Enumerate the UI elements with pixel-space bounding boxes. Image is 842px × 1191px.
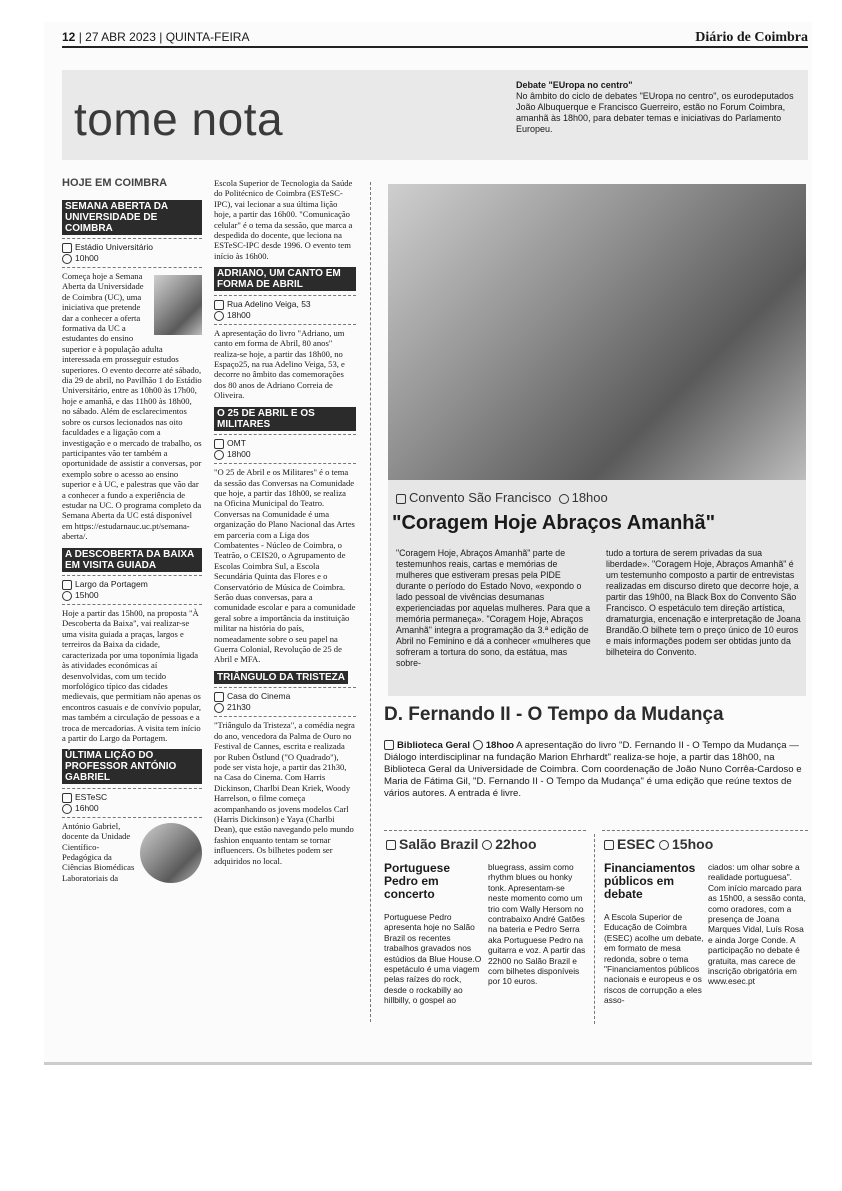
- clock-icon: [214, 311, 224, 321]
- brazil-title: Portuguese Pedro em concerto: [384, 861, 451, 901]
- feature-meta: Convento São Francisco 18hoo: [396, 490, 608, 505]
- location-icon: [214, 692, 224, 702]
- esec-meta: ESEC 15hoo: [604, 836, 713, 852]
- location-icon: [384, 740, 394, 750]
- column-divider: [594, 834, 595, 1024]
- clock-icon: [473, 740, 483, 750]
- item-meta: ESTeSC 16h00: [62, 792, 202, 814]
- item-title: O 25 DE ABRIL E OS MILITARES: [214, 407, 356, 431]
- item-meta: Estádio Universitário 10h00: [62, 242, 202, 264]
- item-body: Começa hoje a Semana Aberta da Universidade de Coimbra (UC), uma iniciativa que pretende dar a conhecer a oferta formativa da UC a estudantes do ensino superior e à população adulta interessada em prosseguir estudos superiores. O evento decorre até sábado, dia 29 de abril, no Pavilhão 1 do Estádio Universitário, entre as 10h00 às 17h00, hoje e amanhã, e das 11h00 às 18h00, no sábado. Além de esclarecimentos sobre os cursos lecionados nas oito faculdades e a ligação com a investigação e o mercado de trabalho, os participantes vão ter também a oportunidade de assistir a conversas, por exemplo sobre o acesso ao ensino superior e à UC, e palestras que vão dar a conhecer a fundo a experiência de estudar na UC. O programa completo da Semana Aberta da UC está disponível em https://estudarnauc.uc.pt/semana-aberta/.: [62, 271, 202, 542]
- esec-col2: ciados: um olhar sobre a realidade portuguesa". Com início marcado para as 15h00, a sessão conta, como oradores, com a presença de Joana Marques Vidal, Luís Rosa e ainda Jorge Conde. A participação no debate é gratuita, mas carece de inscrição obrigatória em www.esec.pt: [708, 862, 806, 987]
- item-title: SEMANA ABERTA DA UNIVERSIDADE DE COIMBRA: [62, 200, 202, 235]
- feature-col1: "Coragem Hoje, Abraços Amanhã" parte de testemunhos reais, cartas e memórias de mulheres que estiveram presas pela PIDE durante o período do Estado Novo, «expondo o lado pessoal de vivências desumanas experienciadas por aquelas mulheres. Para que a memória permaneça». "Coragem Hoje, Abraços Amanhã" integra a programação da 3.ª edição de Abril no Feminino e dá a conhecer «mulheres que sofreram a tortura do sono, da estátua, mas sobre-: [396, 548, 591, 668]
- location-icon: [62, 793, 72, 803]
- clock-icon: [62, 804, 72, 814]
- brazil-rule: [384, 830, 586, 831]
- location-icon: [62, 580, 72, 590]
- kicker: HOJE EM COIMBRA: [62, 177, 168, 189]
- brazil-col2: bluegrass, assim como rhythm blues ou honky tonk. Apresentam-se neste momento como um trio com Wally Hersom no contrabaixo André Gatões na bateria e Pedro Serra aka Portuguese Pedro na guitarra e voz. A partir das 22h00 no Salão Brazil e com bilhetes disponíveis por 10 euros.: [488, 862, 586, 987]
- item-title: TRIÂNGULO DA TRISTEZA: [214, 671, 348, 684]
- fernando-body: A apresentação do livro "D. Fernando II - O Tempo da Mudança — Diálogo interdisciplinar na fundação Marion Ehrhardt" realiza-se hoje, a partir das 18h00, na Biblioteca Geral da Universidade de Coimbra. Com coordenação de João Nuno Corrêa-Cardoso e Maria de Fátima Gil, "D. Fernando II - O Tempo da Mudança" é uma edição que reúne textos de vários autores. A entrada é livre.: [384, 740, 802, 799]
- debate-box: [516, 80, 804, 135]
- clock-icon: [559, 494, 569, 504]
- page-edge: [44, 1062, 812, 1065]
- section-title: tome nota: [74, 93, 284, 145]
- clock-icon: [214, 450, 224, 460]
- item-meta: Rua Adelino Veiga, 53 18h00: [214, 299, 356, 321]
- fernando-place: Biblioteca Geral: [397, 740, 471, 751]
- item-meta: Largo da Portagem 15h00: [62, 579, 202, 601]
- feature-title: "Coragem Hoje Abraços Amanhã": [392, 512, 716, 534]
- clock-icon: [62, 254, 72, 264]
- clock-icon: [482, 840, 492, 850]
- item-body: Hoje a partir das 15h00, na proposta "À Descoberta da Baixa", vai realizar-se uma visita guiada a praças, largos e terreiros da Baixa da cidade, caracterizada por uma toponímia ligada às atividades económicas aí desenvolvidas, com um tecido morfológico típico das cidades medievais, que permitiam não apenas os encontros casuais e de convívio popular, mas também a circulação de pessoas e a troca de mercadorias. A visita tem início a partir do Largo da Portagem.: [62, 608, 202, 743]
- item-body: António Gabriel, docente da Unidade Científico-Pedagógica da Ciências Biomédicas Laboratoriais da: [62, 820, 135, 883]
- clock-icon: [659, 840, 669, 850]
- item-title: ADRIANO, UM CANTO EM FORMA DE ABRIL: [214, 267, 356, 291]
- item-meta: Casa do Cinema 21h30: [214, 691, 356, 713]
- location-icon: [214, 300, 224, 310]
- fernando-body-block: [384, 740, 808, 800]
- fernando-time: 18hoo: [485, 740, 514, 751]
- debate-title: Debate "EUropa no centro": [516, 80, 633, 90]
- item-body: "Triângulo da Tristeza", a comédia negra do ano, vencedora da Palma de Ouro no Festival de Cannes, escrita e realizada por Ruben Östlund ("O Quadrado"), pode ser vista hoje, a partir das 21h30, na Casa do Cinema. Com Harris Dickinson, Charlbi Dean Kriek, Woody Harrelson, o filme começa acompanhando os jovens modelos Carl (Harris Dickinson) e Yaya (Charlbi Dean), que estão navegando pelo mundo fashion enquanto tentam se tornar influencers. Os bilhetes podem ser adquiridos no local.: [214, 720, 355, 866]
- column-divider: [370, 182, 371, 1022]
- fernando-title: D. Fernando II - O Tempo da Mudança: [384, 704, 724, 725]
- feature-col2: tudo a tortura de serem privadas da sua liberdade». "Coragem Hoje, Abraços Amanhã" é um testemunho composto a partir de entrevistas realizadas em discurso direto que decorre hoje, a partir das 19h00, na Black Box do Convento São Francisco. O espetáculo tem direção artística, dramaturgia, encenação e interpretação de Joana Brandão.O bilhete tem o preço único de 10 euros e mais informações podem ser obtidas junto da bilheteira do Convento.: [606, 548, 801, 657]
- location-icon: [62, 243, 72, 253]
- page-header: 12 | 27 ABR 2023 | QUINTA-FEIRA: [62, 30, 250, 44]
- clock-icon: [62, 591, 72, 601]
- professor-photo: [140, 823, 202, 883]
- page-number: 12: [62, 30, 76, 44]
- left-column: [62, 178, 202, 883]
- feature-photo: [388, 184, 806, 480]
- page-weekday: QUINTA-FEIRA: [165, 30, 250, 44]
- continued-body: Escola Superior de Tecnologia da Saúde do Politécnico de Coimbra (ESTeSC-IPC), vai lecionar a sua última lição hoje, a partir das 16h00. "Comunicação celular" é o tema da sessão, que marca a despedida do docente, que leciona na ESTeSC-IPC desde 1996. O evento tem início às 16h00.: [214, 178, 353, 261]
- item-meta: OMT 18h00: [214, 438, 356, 460]
- location-icon: [386, 840, 396, 850]
- location-icon: [396, 494, 406, 504]
- location-icon: [604, 840, 614, 850]
- middle-column: [214, 178, 356, 866]
- clock-icon: [214, 703, 224, 713]
- brazil-meta: Salão Brazil 22hoo: [386, 836, 537, 852]
- location-icon: [214, 439, 224, 449]
- page-date: 27 ABR 2023: [85, 30, 156, 44]
- item-title: ÚLTIMA LIÇÃO DO PROFESSOR ANTÓNIO GABRIEL: [62, 749, 202, 784]
- newspaper-logo: Diário de Coimbra: [695, 30, 808, 45]
- item-body: "O 25 de Abril e os Militares" é o tema da sessão das Conversas na Comunidade que hoje, a partir das 18h00, se realiza na Oficina Municipal do Teatro. Conversas na Comunidade é uma organização do Plano Nacional das Artes em parceria com a Liga dos Combatentes - Núcleo de Coimbra, o Teatrão, o CEIS20, o Agrupamento de Escolas Coimbra Sul, a Escola Secundária Quinta das Flores e o Conservatório de Música de Coimbra. Serão duas conversas, para a comunidade escolar e para a comunidade geral sobre a importância da instituição militar na história do país, nomeadamente sobre o seu papel na Guerra Colonial, Revolução de 25 de Abril e MFA.: [214, 467, 356, 665]
- item-body: A apresentação do livro "Adriano, um canto em forma de Abril, 80 anos" realiza-se hoje, a partir das 18h00, no Espaço25, na rua Adelino Veiga, 53, e decorre no âmbito das comemorações dos 80 anos de Adriano Correia de Oliveira.: [214, 327, 345, 401]
- university-photo: [154, 275, 202, 335]
- esec-rule: [602, 830, 808, 831]
- debate-body: No âmbito do ciclo de debates "EUropa no centro", os eurodeputados João Albuquerque e Francisco Guerreiro, estão no Forum Coimbra, amanhã às 18h00, para debater temas e iniciativas do Parlamento Europeu.: [516, 91, 794, 134]
- esec-col1: A Escola Superior de Educação de Coimbra (ESEC) acolhe um debate, em formato de mesa redonda, sobre o tema "Financiamentos públicos nacionais e europeus e os riscos de corrupção a eles asso-: [604, 912, 704, 1006]
- esec-title: Financiamentos públicos em debate: [604, 861, 696, 901]
- brazil-col1: Portuguese Pedro apresenta hoje no Salão Brazil os recentes trabalhos gravados nos estúdios da Blue House.O espetáculo é uma viagem pelas raízes do rock, desde o rockabilly ao hillbilly, o gospel ao: [384, 912, 482, 1006]
- item-title: A DESCOBERTA DA BAIXA EM VISITA GUIADA: [62, 548, 202, 572]
- header-rule: [62, 46, 808, 48]
